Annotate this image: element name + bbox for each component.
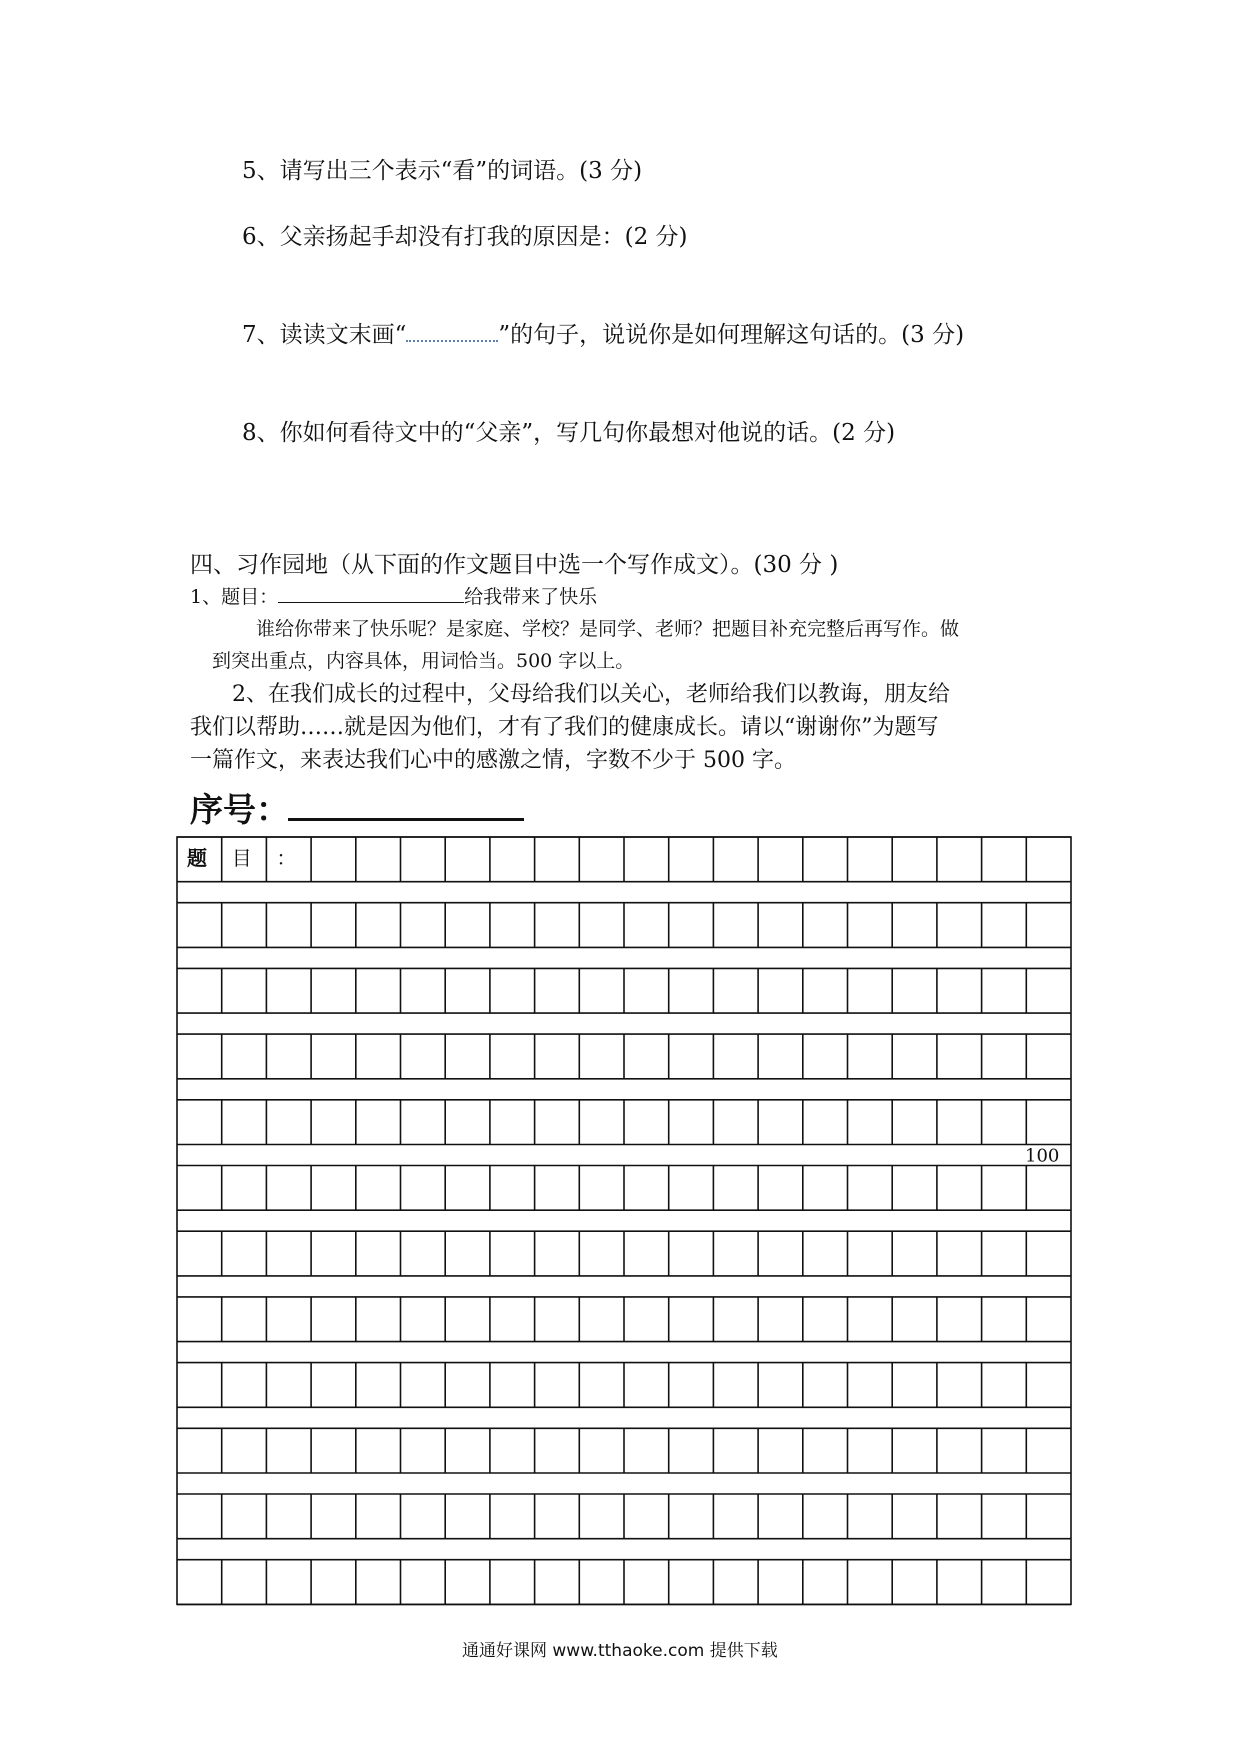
grid-row[interactable]	[177, 1494, 1071, 1539]
topic-1-desc-line-2: 到突出重点，内容具体，用词恰当。500 字以上。	[212, 650, 635, 672]
grid-heading-char: 目	[231, 846, 252, 870]
serial-number-label: 序号：	[190, 790, 289, 829]
question-5: 5、请写出三个表示“看”的词语。(3 分)	[242, 158, 643, 184]
question-6: 6、父亲扬起手却没有打我的原因是：(2 分)	[242, 224, 688, 250]
question-7-suffix: ”的句子，说说你是如何理解这句话的。(3 分)	[498, 322, 965, 348]
topic-1-desc-line-1: 谁给你带来了快乐呢？是家庭、学校？是同学、老师？把题目补充完整后再写作。做	[256, 618, 960, 640]
topic-1-prefix: 1、题目：	[190, 586, 279, 608]
grid-row[interactable]	[177, 968, 1071, 1013]
topic-1-blank	[278, 584, 464, 603]
question-7-prefix: 7、读读文末画“	[242, 322, 407, 348]
word-count-marker: 100	[1025, 1145, 1060, 1167]
grid-row[interactable]	[177, 903, 1071, 948]
topic-1-suffix: 给我带来了快乐	[464, 586, 598, 608]
topic-2-line-1: 2、在我们成长的过程中，父母给我们以关心，老师给我们以教诲，朋友给	[232, 682, 950, 707]
grid-row[interactable]	[177, 1034, 1071, 1079]
topic-2-line-2: 我们以帮助……就是因为他们，才有了我们的健康成长。请以“谢谢你”为题写	[190, 715, 939, 740]
question-7	[242, 316, 964, 349]
grid-row[interactable]	[177, 1166, 1071, 1211]
composition-grid[interactable]	[176, 836, 1072, 1611]
grid-heading-char: 题	[187, 846, 207, 870]
wavy-underline-mark	[406, 326, 498, 342]
grid-row[interactable]	[177, 1100, 1071, 1145]
grid-outer-border	[177, 837, 1071, 1604]
topic-1-line	[190, 582, 597, 609]
grid-row[interactable]	[177, 1363, 1071, 1408]
grid-row[interactable]	[177, 1297, 1071, 1342]
grid-heading-char: ：	[276, 846, 297, 870]
grid-row[interactable]	[177, 1428, 1071, 1473]
topic-2-line-3: 一篇作文，来表达我们心中的感激之情，字数不少于 500 字。	[190, 748, 796, 773]
footer-credit: 通通好课网 www.tthaoke.com 提供下载	[462, 1641, 778, 1661]
grid-row[interactable]	[177, 837, 1071, 882]
grid-row[interactable]	[177, 1560, 1071, 1605]
question-8: 8、你如何看待文中的“父亲”，写几句你最想对他说的话。(2 分)	[242, 420, 896, 446]
section-4-heading: 四、习作园地（从下面的作文题目中选一个写作成文）。(30 分 )	[190, 552, 839, 578]
serial-number-blank[interactable]	[288, 818, 524, 821]
grid-row[interactable]	[177, 1231, 1071, 1276]
